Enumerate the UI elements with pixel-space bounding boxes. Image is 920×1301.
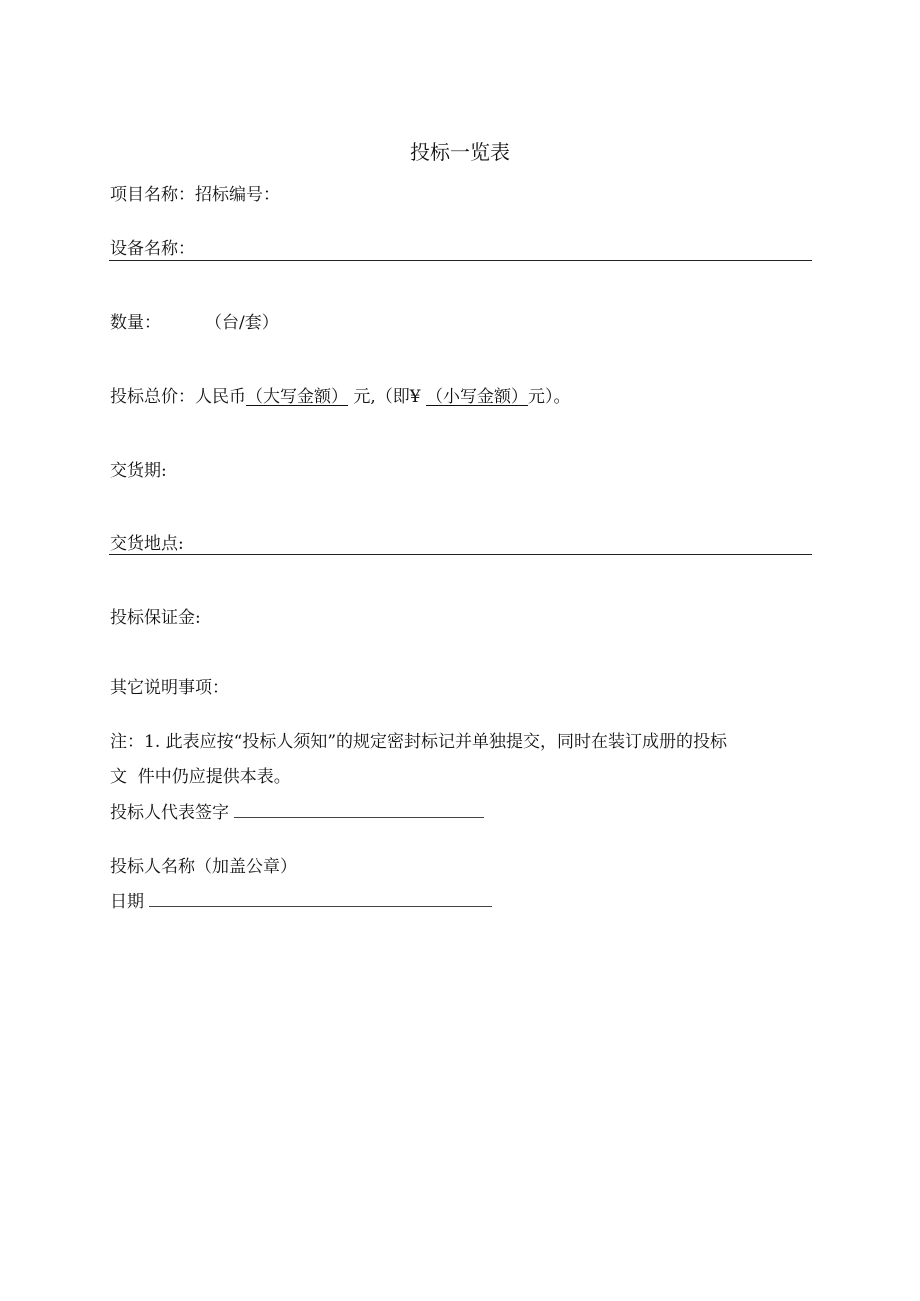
equipment-name-label: 设备名称： <box>110 239 195 259</box>
signature-blank <box>234 803 484 818</box>
page-title: 投标一览表 <box>410 140 510 164</box>
total-price-label: 投标总价：人民币 <box>110 387 246 407</box>
quantity-label: 数量： <box>110 313 161 333</box>
date-line <box>110 891 492 913</box>
lowercase-amount: （小写金额） <box>426 387 529 407</box>
equipment-name-underline <box>109 260 812 261</box>
date-blank <box>149 892 492 907</box>
representative-signature-line <box>110 802 484 824</box>
total-price-tail: 元）。 <box>528 387 571 407</box>
delivery-location-underline <box>109 554 812 555</box>
uppercase-amount: （大写金额） <box>246 387 348 407</box>
quantity-line <box>110 312 279 334</box>
bid-bond-label: 投标保证金: <box>110 608 201 628</box>
total-price-mid: 元,（即¥ <box>348 387 427 407</box>
project-name-and-number: 项目名称：招标编号： <box>110 185 280 205</box>
other-notes-label: 其它说明事项： <box>110 678 229 698</box>
note-line-2: 文 件中仍应提供本表。 <box>110 767 291 787</box>
quantity-unit: （台/套） <box>205 313 279 333</box>
delivery-location-label: 交货地点: <box>110 534 184 554</box>
date-label: 日期 <box>110 892 144 912</box>
delivery-period-label: 交货期: <box>110 461 167 481</box>
total-price-line <box>110 386 571 408</box>
note-line-1: 注：1. 此表应按“投标人须知”的规定密封标记并单独提交，同时在装订成册的投标 <box>110 732 728 752</box>
bidder-name-label: 投标人名称（加盖公章） <box>110 857 297 877</box>
representative-signature-label: 投标人代表签字 <box>110 803 229 823</box>
